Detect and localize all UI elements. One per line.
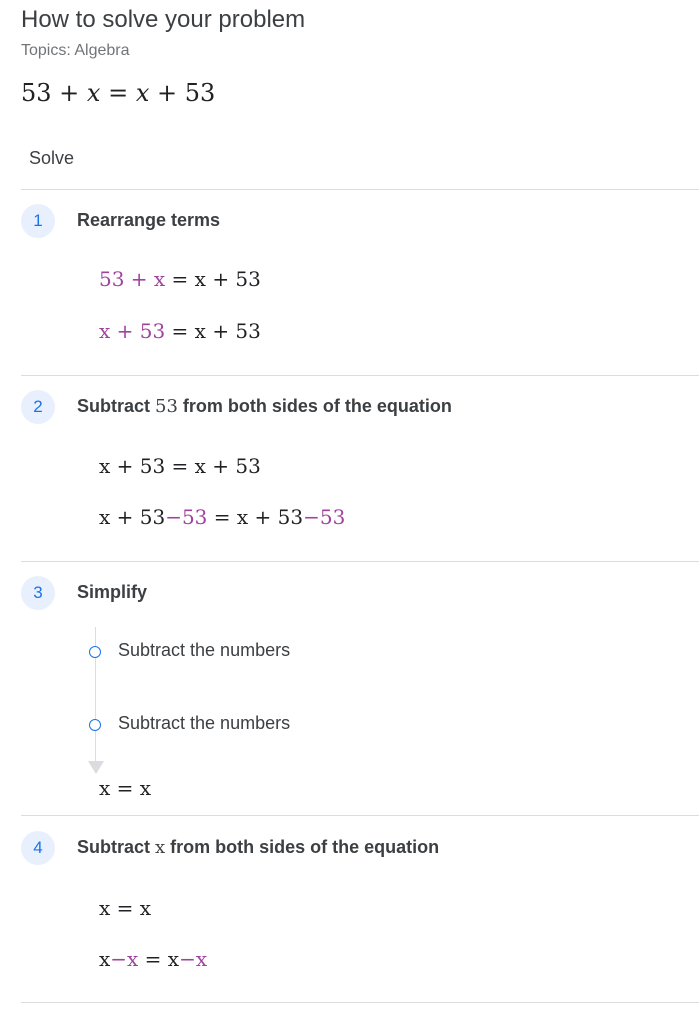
problem-term-b: 53 xyxy=(184,79,216,107)
step-title[interactable]: Rearrange terms xyxy=(77,210,221,230)
divider xyxy=(21,189,699,190)
substep-bullet-icon xyxy=(89,719,101,731)
substep-label[interactable]: Subtract the numbers xyxy=(118,713,291,733)
step-number-badge: 1 xyxy=(21,204,55,238)
highlighted-term: x + 53 xyxy=(99,319,166,343)
page-title: How to solve your problem xyxy=(21,6,306,33)
step-number-badge: 3 xyxy=(21,576,55,610)
step-title-text: from both sides of the equation xyxy=(165,837,440,857)
math-line: x = x xyxy=(99,896,152,920)
problem-op-equals: = xyxy=(100,79,136,107)
topics-label[interactable]: Topics: Algebra xyxy=(21,42,130,59)
highlighted-term: −53 xyxy=(165,505,208,529)
math-part: = x xyxy=(138,947,180,971)
step-number-badge: 2 xyxy=(21,390,55,424)
highlighted-term: −x xyxy=(179,947,208,971)
math-line: x + 53 = x + 53 xyxy=(99,454,261,478)
math-rest: = x + 53 xyxy=(165,319,261,343)
highlighted-term: −x xyxy=(110,947,139,971)
substep-label[interactable]: Subtract the numbers xyxy=(118,640,291,660)
step-title-text: Subtract xyxy=(77,837,156,857)
solve-tab[interactable]: Solve xyxy=(29,148,75,168)
math-line xyxy=(99,505,345,529)
substep-bullet-icon xyxy=(89,646,101,658)
problem-term-x-right: x xyxy=(135,79,150,107)
step-result: x = x xyxy=(99,776,152,800)
math-line xyxy=(99,319,261,343)
divider xyxy=(21,375,699,376)
divider xyxy=(21,815,699,816)
problem-term-a: 53 xyxy=(21,79,52,107)
highlighted-term: −53 xyxy=(303,505,346,529)
problem-op-plus: + xyxy=(51,79,87,107)
math-part: = x + 53 xyxy=(207,505,304,529)
math-part: x xyxy=(99,947,111,971)
step-number-badge: 4 xyxy=(21,831,55,865)
step-title-math: 53 xyxy=(155,396,178,417)
problem-op-plus-right: + xyxy=(149,79,185,107)
math-rest: = x + 53 xyxy=(165,267,261,291)
problem-term-x: x xyxy=(86,79,101,107)
divider xyxy=(21,561,699,562)
step-title-text: Subtract xyxy=(77,396,156,416)
math-part: x + 53 xyxy=(99,505,166,529)
step-title[interactable] xyxy=(77,396,452,417)
math-line xyxy=(99,947,207,971)
highlighted-term: 53 + x xyxy=(99,267,166,291)
divider xyxy=(21,1002,699,1003)
problem-equation xyxy=(21,79,215,107)
step-title-text: from both sides of the equation xyxy=(177,396,452,416)
arrow-down-icon xyxy=(88,761,104,774)
step-title-math: x xyxy=(155,837,166,858)
step-title[interactable] xyxy=(77,837,439,858)
step-title[interactable]: Simplify xyxy=(77,582,148,602)
math-line xyxy=(99,267,261,291)
